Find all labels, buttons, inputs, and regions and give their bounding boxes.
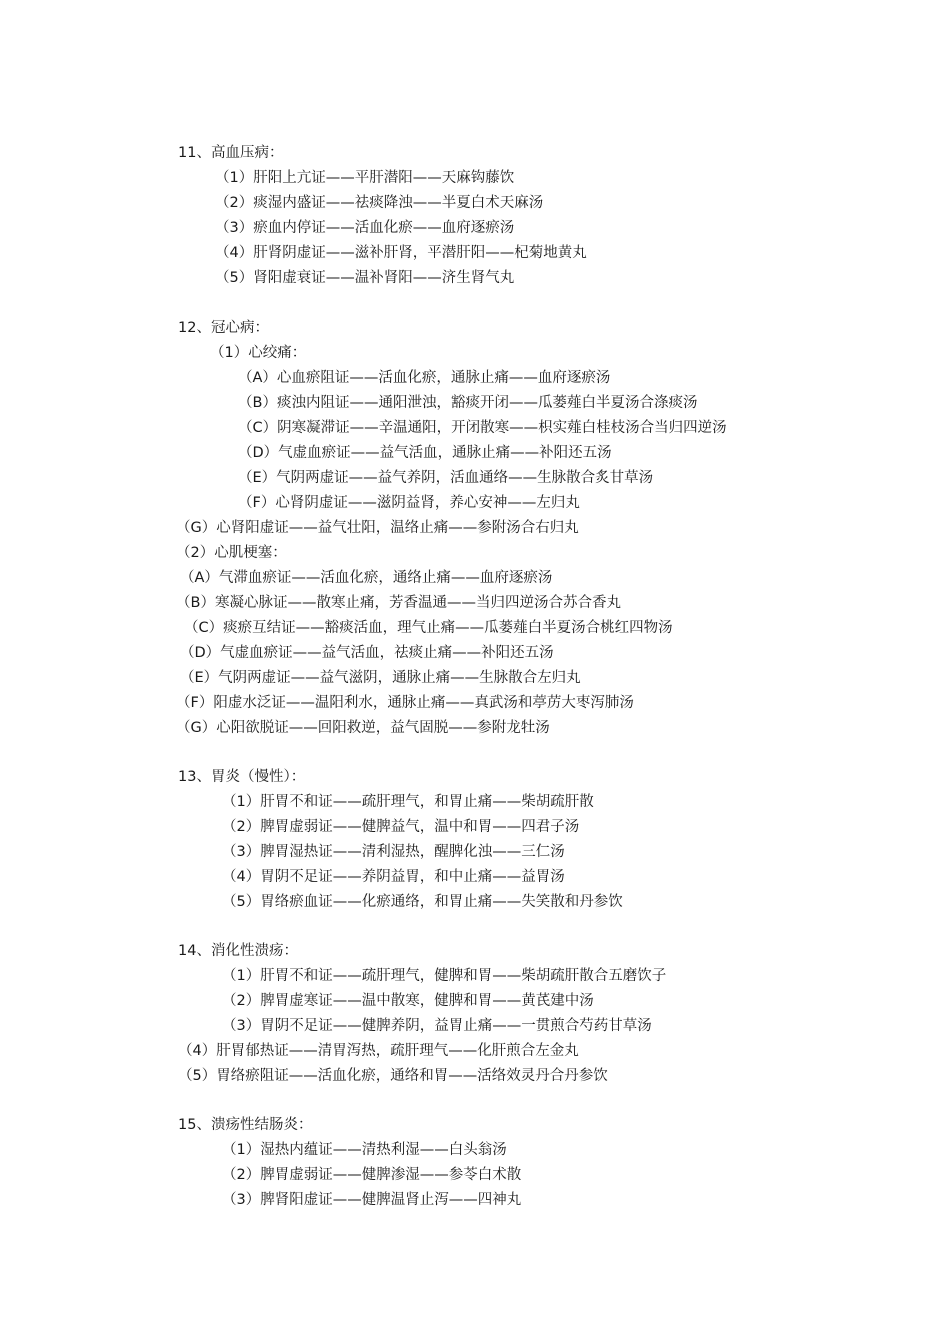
list-item: （3）胃阴不足证——健脾养阴，益胃止痛——一贯煎合芍药甘草汤 — [222, 1018, 652, 1034]
list-item: （C）阴寒凝滞证——辛温通阳，开闭散寒——枳实薤白桂枝汤合当归四逆汤 — [238, 420, 727, 436]
list-item: （1）肝胃不和证——疏肝理气，健脾和胃——柴胡疏肝散合五磨饮子 — [222, 968, 667, 984]
list-item: （C）痰瘀互结证——豁痰活血，理气止痛——瓜蒌薤白半夏汤合桃红四物汤 — [184, 620, 673, 636]
section-heading-12: 12、冠心病： — [178, 320, 269, 336]
list-item: （3）脾肾阳虚证——健脾温肾止泻——四神丸 — [222, 1192, 522, 1208]
list-item: （4）肝胃郁热证——清胃泻热，疏肝理气——化肝煎合左金丸 — [178, 1043, 579, 1059]
list-item: （1）湿热内蕴证——清热利湿——白头翁汤 — [222, 1142, 507, 1158]
list-item: （3）瘀血内停证——活血化瘀——血府逐瘀汤 — [215, 220, 515, 236]
list-item: （G）心肾阳虚证——益气壮阳，温络止痛——参附汤合右归丸 — [176, 520, 579, 536]
list-item: （2）脾胃虚弱证——健脾渗湿——参苓白术散 — [222, 1167, 522, 1183]
list-item: （4）肝肾阴虚证——滋补肝肾，平潜肝阳——杞菊地黄丸 — [215, 245, 587, 261]
subsection-title-infarction: （2）心肌梗塞： — [176, 545, 287, 561]
list-item: （F）心肾阴虚证——滋阴益肾，养心安神——左归丸 — [238, 495, 580, 511]
list-item: （1）肝阳上亢证——平肝潜阳——天麻钩藤饮 — [215, 170, 515, 186]
list-item: （3）脾胃湿热证——清利湿热，醒脾化浊——三仁汤 — [222, 844, 565, 860]
list-item: （5）胃络瘀血证——化瘀通络，和胃止痛——失笑散和丹参饮 — [222, 894, 623, 910]
section-heading-14: 14、消化性溃疡： — [178, 943, 298, 959]
list-item: （A）心血瘀阻证——活血化瘀，通脉止痛——血府逐瘀汤 — [238, 370, 611, 386]
section-heading-15: 15、溃疡性结肠炎： — [178, 1117, 313, 1133]
list-item: （2）脾胃虚弱证——健脾益气，温中和胃——四君子汤 — [222, 819, 580, 835]
list-item: （B）痰浊内阻证——通阳泄浊，豁痰开闭——瓜蒌薤白半夏汤合涤痰汤 — [238, 395, 698, 411]
subsection-title-angina: （1）心绞痛： — [210, 345, 307, 361]
list-item: （B）寒凝心脉证——散寒止痛，芳香温通——当归四逆汤合苏合香丸 — [176, 595, 621, 611]
list-item: （D）气虚血瘀证——益气活血，祛痰止痛——补阳还五汤 — [180, 645, 554, 661]
list-item: （2）脾胃虚寒证——温中散寒，健脾和胃——黄芪建中汤 — [222, 993, 594, 1009]
list-item: （A）气滞血瘀证——活血化瘀，通络止痛——血府逐瘀汤 — [180, 570, 553, 586]
list-item: （D）气虚血瘀证——益气活血，通脉止痛——补阳还五汤 — [238, 445, 612, 461]
list-item: （5）肾阳虚衰证——温补肾阳——济生肾气丸 — [215, 270, 515, 286]
list-item: （5）胃络瘀阻证——活血化瘀，通络和胃——活络效灵丹合丹参饮 — [178, 1068, 608, 1084]
list-item: （E）气阴两虚证——益气养阴，活血通络——生脉散合炙甘草汤 — [238, 470, 654, 486]
list-item: （G）心阳欲脱证——回阳救逆，益气固脱——参附龙牡汤 — [176, 720, 550, 736]
list-item: （1）肝胃不和证——疏肝理气，和胃止痛——柴胡疏肝散 — [222, 794, 594, 810]
section-heading-13: 13、胃炎（慢性）： — [178, 769, 306, 785]
section-heading-11: 11、高血压病： — [178, 145, 284, 161]
list-item: （F）阳虚水泛证——温阳利水，通脉止痛——真武汤和葶苈大枣泻肺汤 — [176, 695, 634, 711]
list-item: （2）痰湿内盛证——祛痰降浊——半夏白术天麻汤 — [215, 195, 544, 211]
list-item: （4）胃阴不足证——养阴益胃，和中止痛——益胃汤 — [222, 869, 565, 885]
list-item: （E）气阴两虚证——益气滋阴，通脉止痛——生脉散合左归丸 — [180, 670, 581, 686]
